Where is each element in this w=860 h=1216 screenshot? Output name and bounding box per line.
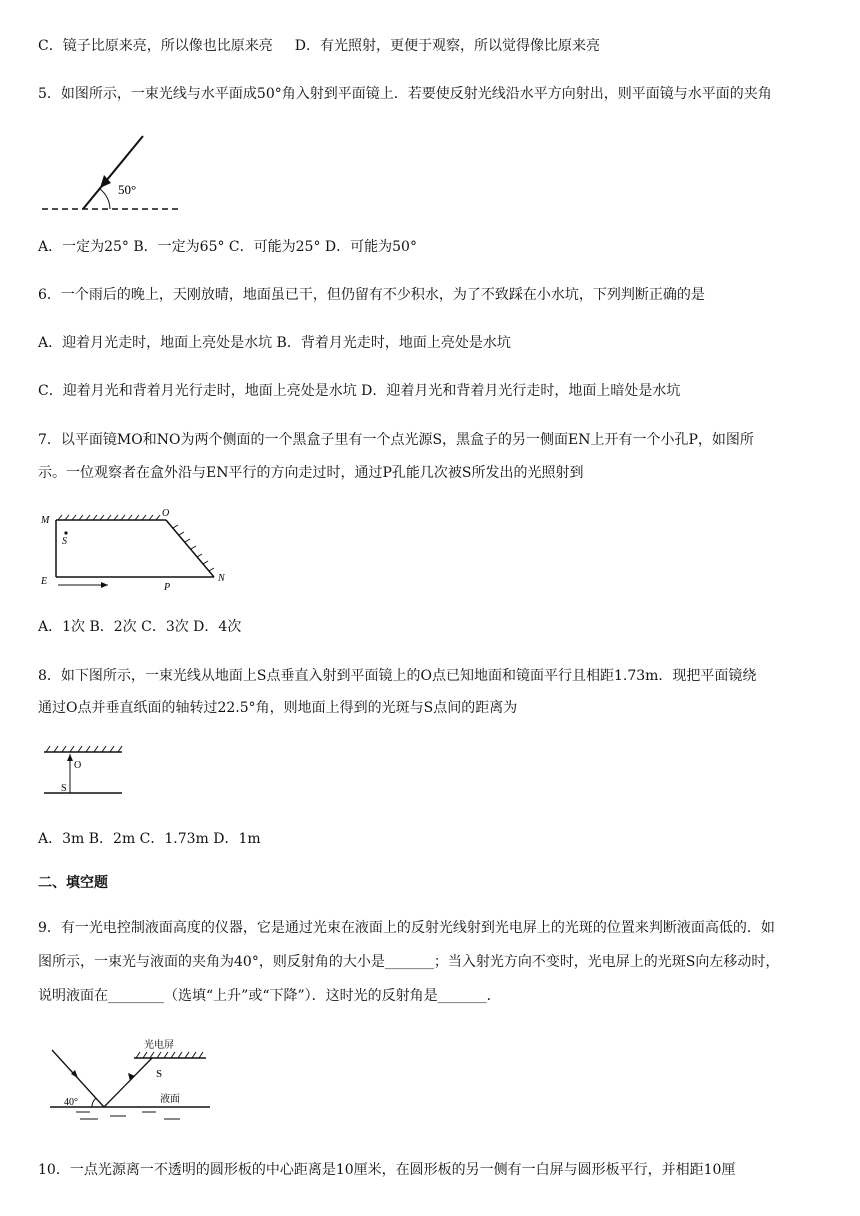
q6-options-ab: A．迎着月光走时，地面上亮处是水坑 B．背着月光走时，地面上亮处是水坑 — [38, 335, 511, 351]
q8-stem-line2: 通过O点并垂直纸面的轴转过22.5°角，则地面上得到的光斑与S点间的距离为 — [38, 700, 518, 716]
q7-stem-line1: 7．以平面镜MO和NO为两个侧面的一个黑盒子里有一个点光源S，黑盒子的另一侧面EN上开有一个小孔P，如图所 — [38, 432, 754, 448]
q7-label-o: O — [162, 508, 170, 519]
q4-option-d: D．有光照射，更便于观察，所以觉得像比原来亮 — [294, 38, 600, 54]
q7-label-e: E — [41, 576, 48, 587]
q9-liquid-label: 液面 — [160, 1094, 180, 1105]
q9-angle-label: 40° — [64, 1097, 78, 1108]
q8-label-s: S — [61, 783, 67, 794]
q5-figure — [38, 128, 188, 218]
q7-stem-line2: 示。一位观察者在盒外沿与EN平行的方向走过时，通过P孔能几次被S所发出的光照射到 — [38, 465, 584, 481]
q8-stem-line1: 8．如下图所示，一束光线从地面上S点垂直入射到平面镜上的O点已知地面和镜面平行且相距1.73m．现把平面镜绕 — [38, 668, 757, 684]
q5-angle-label: 50° — [118, 182, 137, 197]
q5-options: A．一定为25° B．一定为65° C．可能为25° D．可能为50° — [38, 239, 417, 255]
q9-figure — [46, 1030, 216, 1126]
q6-stem: 6．一个雨后的晚上，天刚放晴，地面虽已干，但仍留有不少积水，为了不致踩在小水坑，下列判断正确的是 — [38, 287, 705, 303]
q9-stem-line3: 说明液面在________（选填“上升”或“下降”）．这时光的反射角是_______． — [38, 988, 501, 1004]
q9-stem-line1: 9．有一光电控制液面高度的仪器，它是通过光束在液面上的反射光线射到光电屏上的光斑的位置来判断液面高低的．如 — [38, 920, 775, 936]
q7-label-n: N — [218, 573, 225, 584]
q4-option-c: C．镜子比原来亮，所以像也比原来亮 — [38, 38, 273, 54]
q6-options-cd: C．迎着月光和背着月光行走时，地面上亮处是水坑 D．迎着月光和背着月光行走时，地面上暗处是水坑 — [38, 383, 681, 399]
q5-stem: 5．如图所示，一束光线与水平面成50°角入射到平面镜上．若要使反射光线沿水平方向射出，则平面镜与水平面的夹角 — [38, 86, 772, 102]
q7-figure — [38, 506, 228, 594]
q8-figure — [40, 742, 130, 798]
section-title-fill-in: 二、填空题 — [38, 875, 108, 891]
q7-label-p: P — [164, 582, 171, 593]
q4-options-cd — [38, 36, 600, 56]
q7-label-m: M — [41, 515, 50, 526]
q9-stem-line2: 图所示，一束光与液面的夹角为40°，则反射角的大小是_______；当入射光方向不变时，光电屏上的光斑S向左移动时， — [38, 954, 780, 970]
q8-label-o: O — [74, 760, 82, 771]
q10-stem-line1: 10．一点光源离一不透明的圆形板的中心距离是10厘米，在圆形板的另一侧有一白屏与圆形板平行，并相距10厘 — [38, 1162, 736, 1178]
q7-label-s: S — [62, 536, 67, 547]
q7-options: A．1次 B．2次 C．3次 D．4次 — [38, 619, 242, 635]
q9-s-label: S — [156, 1068, 163, 1080]
q8-options: A．3m B．2m C．1.73m D．1m — [38, 831, 261, 847]
q9-screen-label: 光电屏 — [144, 1040, 174, 1051]
